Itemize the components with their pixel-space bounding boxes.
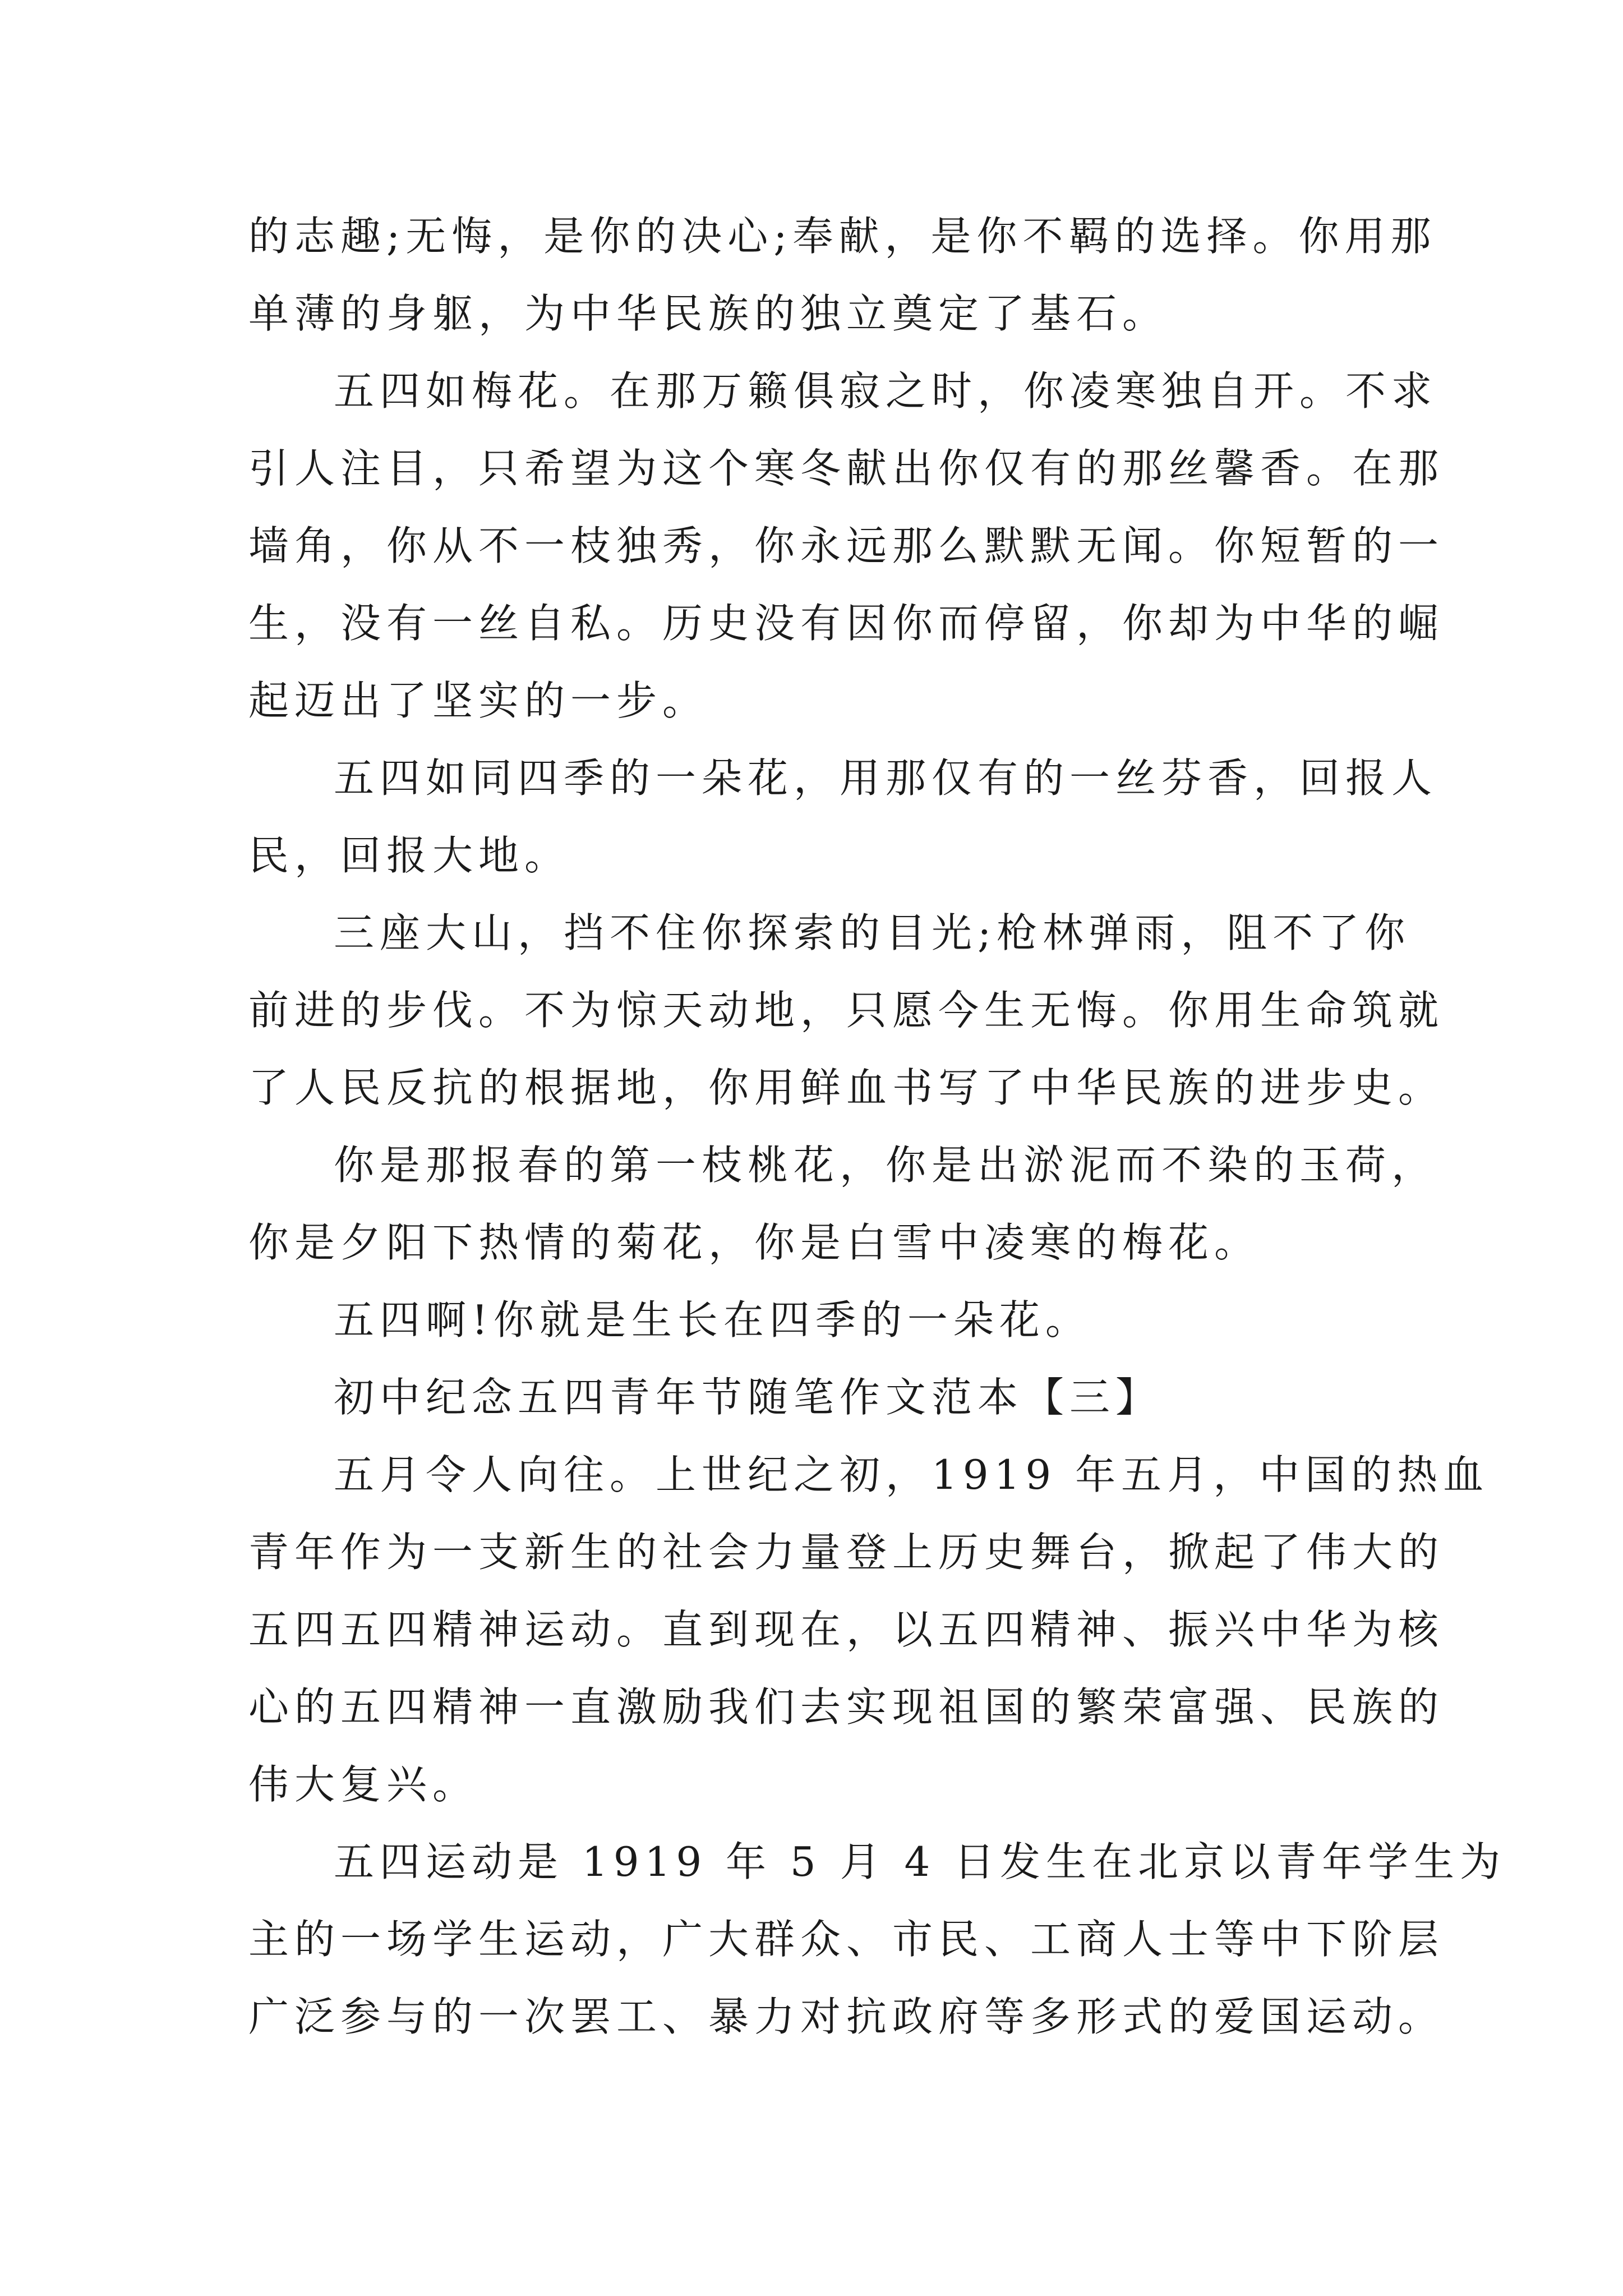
text-line: 单薄的身躯，为中华民族的独立奠定了基石。: [248, 290, 1169, 337]
text-line: 五四运动是 1919 年 5 月 4 日发生在北京以青年学生为: [334, 1838, 1506, 1885]
text-line: 三座大山，挡不住你探索的目光;枪林弹雨，阻不了你: [334, 909, 1411, 956]
section-heading: 初中纪念五四青年节随笔作文范本【三】: [334, 1374, 1162, 1421]
text-line: 起迈出了坚实的一步。: [248, 677, 709, 724]
text-line: 前进的步伐。不为惊天动地，只愿今生无悔。你用生命筑就: [248, 987, 1445, 1034]
text-line: 伟大复兴。: [248, 1761, 479, 1808]
text-line: 五四如同四季的一朵花，用那仅有的一丝芬香，回报人: [334, 754, 1438, 802]
text-line: 五四五四精神运动。直到现在，以五四精神、振兴中华为核: [248, 1606, 1445, 1653]
text-line: 引人注目，只希望为这个寒冬献出你仅有的那丝馨香。在那: [248, 445, 1445, 492]
text-line: 生，没有一丝自私。历史没有因你而停留，你却为中华的崛: [248, 600, 1445, 647]
text-line: 民，回报大地。: [248, 832, 571, 879]
text-line: 墙角，你从不一枝独秀，你永远那么默默无闻。你短暂的一: [248, 522, 1445, 569]
text-line: 青年作为一支新生的社会力量登上历史舞台，掀起了伟大的: [248, 1529, 1445, 1576]
text-line: 主的一场学生运动，广大群众、市民、工商人士等中下阶层: [248, 1916, 1445, 1963]
text-line: 五四如梅花。在那万籁俱寂之时，你凌寒独自开。不求: [334, 367, 1438, 415]
text-line: 广泛参与的一次罢工、暴力对抗政府等多形式的爱国运动。: [248, 1993, 1445, 2040]
text-line: 心的五四精神一直激励我们去实现祖国的繁荣富强、民族的: [248, 1683, 1445, 1731]
body-text: [248, 197, 1506, 2055]
text-line: 了人民反抗的根据地，你用鲜血书写了中华民族的进步史。: [248, 1064, 1445, 1111]
text-line: 你是夕阳下热情的菊花，你是白雪中凌寒的梅花。: [248, 1219, 1261, 1266]
text-line: 五月令人向往。上世纪之初，1919 年五月，中国的热血: [334, 1451, 1490, 1498]
text-line: 你是那报春的第一枝桃花，你是出淤泥而不染的玉荷，: [334, 1142, 1438, 1189]
text-line: 的志趣;无悔，是你的决心;奉献，是你不羁的选择。你用那: [248, 213, 1437, 260]
text-line: 五四啊!你就是生长在四季的一朵花。: [334, 1296, 1091, 1343]
